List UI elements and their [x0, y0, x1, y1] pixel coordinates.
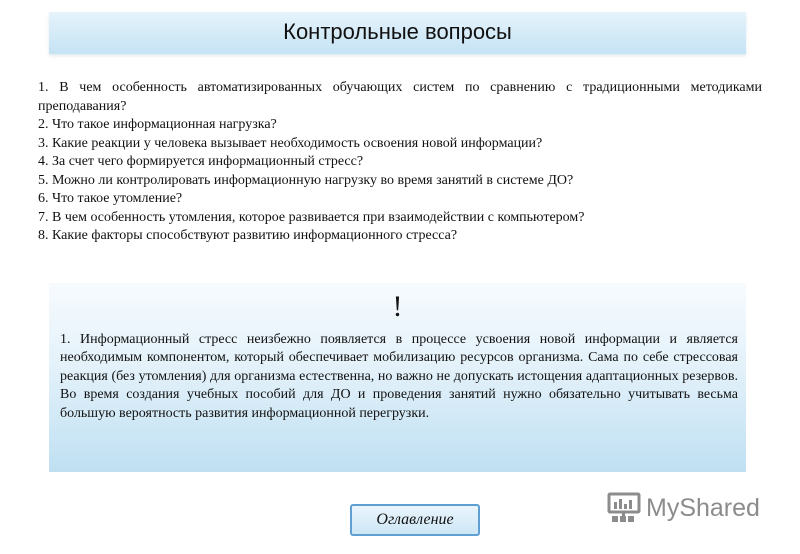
- question-item: 6. Что такое утомление?: [38, 191, 183, 206]
- table-of-contents-button[interactable]: Оглавление: [350, 504, 480, 536]
- question-item: 5. Можно ли контролировать информационную нагрузку во время занятий в системе ДО?: [38, 172, 574, 188]
- question-item: 3. Какие реакции у человека вызывает необходимость освоения новой информации?: [38, 135, 543, 151]
- title-bar: [49, 12, 746, 54]
- answer-text: 1. Информационный стресс неизбежно появляется в процессе усвоения новой информации и является необходимым компонентом, который обеспечивает мобилизацию ресурсов организма. Сама по себе стрессовая реакция (без утомления) для организма естественна, но важно не допускать истощения адаптационных резервов. Во время создания учебных пособий для ДО и проведения занятий нужно обязательно учитывать весьма большую вероятность развития информационной перегрузки.: [60, 332, 738, 421]
- presentation-board-icon: [606, 490, 644, 526]
- page-title: Контрольные вопросы: [283, 19, 512, 44]
- question-item: 1. В чем особенность автоматизированных обучающих систем по сравнению с традиционными методиками преподавания?: [38, 80, 762, 114]
- answer-box: [49, 283, 746, 472]
- questions-list: [38, 79, 762, 246]
- myshared-logo[interactable]: [606, 490, 766, 526]
- question-item: 2. Что такое информационная нагрузка?: [38, 117, 277, 132]
- exclamation-mark: !: [392, 290, 403, 323]
- question-item: 8. Какие факторы способствуют развитию информационного стресса?: [38, 228, 458, 243]
- logo-text: MyShared: [646, 494, 760, 522]
- question-item: 4. За счет чего формируется информационный стресс?: [38, 154, 364, 169]
- question-item: 7. В чем особенность утомления, которое развивается при взаимодействии с компьютером?: [38, 209, 585, 225]
